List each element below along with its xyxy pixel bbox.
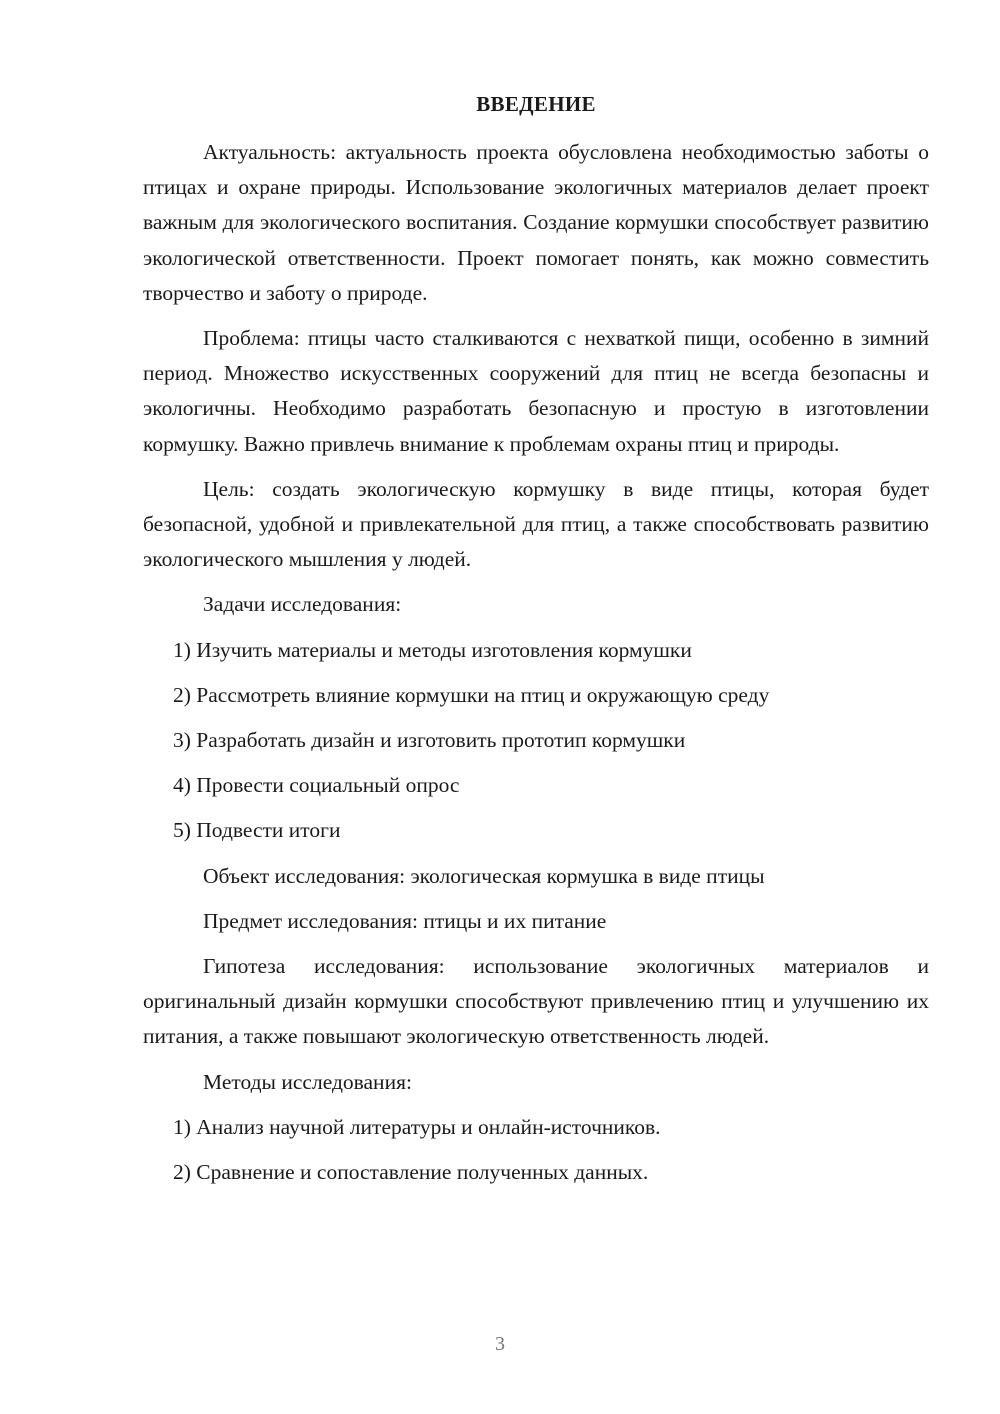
- goal-paragraph: Цель: создать экологическую кормушку в виде птицы, которая будет безопасной, удобной и привлекательной для птиц, а также способствовать развитию экологического мышления у людей.: [143, 476, 929, 572]
- hypothesis-paragraph: Гипотеза исследования: использование экологичных материалов и оригинальный дизайн кормушки способствуют привлечению птиц и улучшению их питания, а также повышают экологическую ответственность людей.: [143, 954, 929, 1049]
- methods-heading: Методы исследования:: [203, 1069, 412, 1094]
- method-item-1: 1) Анализ научной литературы и онлайн-источников.: [173, 1114, 661, 1139]
- subject-line: Предмет исследования: птицы и их питание: [203, 908, 607, 933]
- task-item-3: 3) Разработать дизайн и изготовить прототип кормушки: [173, 728, 686, 753]
- task-item-5: 5) Подвести итоги: [173, 818, 341, 843]
- relevance-paragraph: Актуальность: актуальность проекта обусловлена необходимостью заботы о птицах и охране природы. Использование экологичных материалов делает проект важным для экологического воспитания. Создание кормушки способствует развитию экологической ответственности. Проект помогает понять, как можно совместить творчество и заботу о природе.: [143, 140, 929, 305]
- problem-paragraph: Проблема: птицы часто сталкиваются с нехваткой пищи, особенно в зимний период. Множество искусственных сооружений для птиц не всегда безопасны и экологичны. Необходимо разработать безопасную и простую в изготовлении кормушку. Важно привлечь внимание к проблемам охраны птиц и природы.: [143, 326, 929, 456]
- task-item-4: 4) Провести социальный опрос: [173, 773, 460, 798]
- tasks-heading: Задачи исследования:: [203, 592, 402, 617]
- object-line: Объект исследования: экологическая кормушка в виде птицы: [203, 863, 765, 888]
- section-title: ВВЕДЕНИЕ: [476, 92, 596, 116]
- task-item-2: 2) Рассмотреть влияние кормушки на птиц и окружающую среду: [173, 682, 770, 707]
- method-item-2: 2) Сравнение и сопоставление полученных данных.: [173, 1160, 649, 1185]
- document-page: [143, 92, 929, 1200]
- page-number: 3: [495, 1333, 505, 1355]
- task-item-1: 1) Изучить материалы и методы изготовления кормушки: [173, 637, 692, 662]
